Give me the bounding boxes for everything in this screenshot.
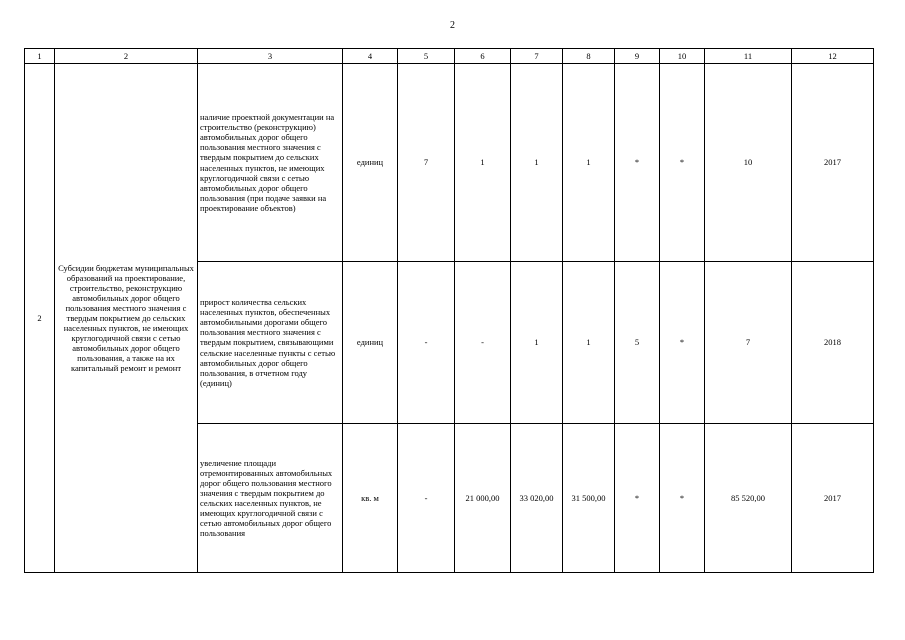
indicators-table: [24, 48, 874, 573]
unit-cell: единиц: [343, 262, 398, 424]
unit-cell: кв. м: [343, 424, 398, 573]
value-cell: -: [455, 262, 511, 424]
column-header: 2: [55, 49, 198, 64]
table-row: [25, 64, 874, 262]
value-cell: 1: [563, 262, 615, 424]
value-cell: -: [398, 262, 455, 424]
value-cell: 5: [615, 262, 660, 424]
indicator-cell: увеличение площади отремонтированных автомобильных дорог общего пользования местного значения с твердым покрытием до сельских населенных пунктов, не имеющих круглогодичной связи с сетью автомобильных дорог общего пользования: [198, 424, 343, 573]
column-header: 5: [398, 49, 455, 64]
value-cell: 1: [511, 262, 563, 424]
subsidy-name-cell: Субсидии бюджетам муниципальных образований на проектирование, строительство, реконструкцию автомобильных дорог общего пользования местного значения с твердым покрытием до сельских населенных пунктов, не имеющих круглогодичной связи с сетью автомобильных дорог общего пользования, а также на их капитальный ремонт и ремонт: [55, 64, 198, 573]
column-header: 6: [455, 49, 511, 64]
column-header: 7: [511, 49, 563, 64]
value-cell: *: [660, 64, 705, 262]
value-cell: 1: [563, 64, 615, 262]
column-header: 8: [563, 49, 615, 64]
column-header: 9: [615, 49, 660, 64]
indicator-cell: прирост количества сельских населенных пунктов, обеспеченных автомобильными дорогами общего пользования местного значения с твердым покрытием, связывающими сельские населенные пункты с сетью автомобильных дорог общего пользования, в отчетном году (единиц): [198, 262, 343, 424]
column-header: 10: [660, 49, 705, 64]
column-header: 3: [198, 49, 343, 64]
year-cell: 2017: [792, 424, 874, 573]
value-cell: *: [660, 262, 705, 424]
value-cell: *: [615, 424, 660, 573]
column-header: 11: [705, 49, 792, 64]
table-header-row: [25, 49, 874, 64]
year-cell: 2017: [792, 64, 874, 262]
value-cell: 1: [511, 64, 563, 262]
unit-cell: единиц: [343, 64, 398, 262]
total-cell: 10: [705, 64, 792, 262]
value-cell: *: [660, 424, 705, 573]
value-cell: 31 500,00: [563, 424, 615, 573]
year-cell: 2018: [792, 262, 874, 424]
value-cell: 1: [455, 64, 511, 262]
total-cell: 85 520,00: [705, 424, 792, 573]
value-cell: -: [398, 424, 455, 573]
page-number: 2: [450, 20, 455, 31]
column-header: 1: [25, 49, 55, 64]
value-cell: 21 000,00: [455, 424, 511, 573]
indicator-cell: наличие проектной документации на строительство (реконструкцию) автомобильных дорог общего пользования местного значения с твердым покрытием до сельских населенных пунктов, не имеющих круглогодичной связи с сетью автомобильных дорог общего пользования (при подаче заявки на проектирование объектов): [198, 64, 343, 262]
value-cell: *: [615, 64, 660, 262]
total-cell: 7: [705, 262, 792, 424]
value-cell: 33 020,00: [511, 424, 563, 573]
value-cell: 7: [398, 64, 455, 262]
column-header: 12: [792, 49, 874, 64]
row-number-cell: 2: [25, 64, 55, 573]
column-header: 4: [343, 49, 398, 64]
